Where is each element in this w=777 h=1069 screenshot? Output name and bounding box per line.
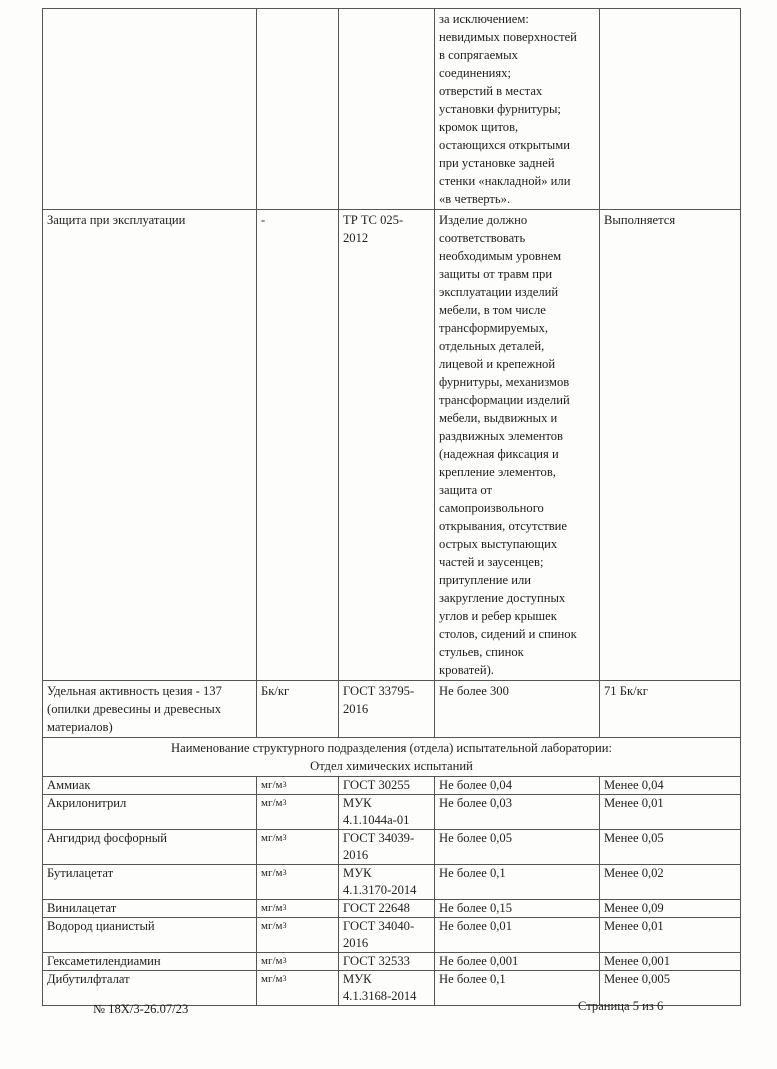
- text-line: лицевой и крепежной: [439, 357, 556, 371]
- text-line: открывания, отсутствие: [439, 519, 567, 533]
- page-number: Страница 5 из 6: [578, 999, 664, 1013]
- text-line: стульев, спинок: [439, 645, 524, 659]
- requirement-cell: [435, 210, 600, 681]
- text-line: соединениях;: [439, 66, 512, 80]
- indicator-cell: [43, 681, 257, 738]
- indicator-cell: Ангидрид фосфорный: [43, 830, 257, 865]
- text-line: ГОСТ 32533: [343, 954, 410, 968]
- text-line: самопроизвольного: [439, 501, 544, 515]
- unit-exponent: 3: [282, 833, 287, 842]
- unit-exponent: 3: [282, 921, 287, 930]
- method-cell: [339, 953, 435, 971]
- requirement-cell: Не более 0,01: [435, 918, 600, 953]
- requirement-cell: Не более 0,15: [435, 900, 600, 918]
- section-title: Наименование структурного подразделения (отдела) испытательной лаборатории:: [171, 741, 612, 755]
- unit-exponent: 3: [282, 974, 287, 983]
- text-line: необходимым уровнем: [439, 249, 562, 263]
- result-cell: Менее 0,04: [600, 777, 741, 795]
- requirement-cell: Не более 0,04: [435, 777, 600, 795]
- unit-cell: [257, 795, 339, 830]
- requirement-cell: Не более 0,03: [435, 795, 600, 830]
- method-cell: [339, 210, 435, 681]
- indicator-cell: Аммиак: [43, 777, 257, 795]
- method-cell: [339, 971, 435, 1006]
- text-line: трансформации изделий: [439, 393, 570, 407]
- method-cell: [339, 900, 435, 918]
- text-line: за исключением:: [439, 12, 529, 26]
- text-line: кромок щитов,: [439, 120, 519, 134]
- table-row-chemical: [43, 795, 741, 830]
- unit-exponent: 3: [282, 868, 287, 877]
- unit-cell: [257, 918, 339, 953]
- result-cell: Менее 0,01: [600, 795, 741, 830]
- indicator-cell: [43, 9, 257, 210]
- text-line: в сопрягаемых: [439, 48, 518, 62]
- method-cell: [339, 865, 435, 900]
- result-cell: Менее 0,09: [600, 900, 741, 918]
- text-line: 2012: [343, 231, 369, 245]
- result-cell: 71 Бк/кг: [600, 681, 741, 738]
- method-cell: [339, 777, 435, 795]
- text-line: ГОСТ 22648: [343, 901, 410, 915]
- unit-exponent: 3: [282, 956, 287, 965]
- test-results-table: [42, 8, 741, 1006]
- unit-text: мг/м: [261, 832, 283, 844]
- table-row-chemical: [43, 865, 741, 900]
- unit-text: мг/м: [261, 867, 283, 879]
- indicator-cell: Бутилацетат: [43, 865, 257, 900]
- text-line: частей и заусенцев;: [439, 555, 544, 569]
- unit-cell: [257, 830, 339, 865]
- unit-text: мг/м: [261, 779, 283, 791]
- text-line: «в четверть».: [439, 192, 511, 206]
- text-line: ГОСТ 34040-: [343, 919, 415, 933]
- text-line: стенки «накладной» или: [439, 174, 571, 188]
- section-header-cell: [43, 738, 741, 777]
- result-cell: [600, 9, 741, 210]
- unit-cell: [257, 953, 339, 971]
- method-cell: [339, 918, 435, 953]
- text-line: отдельных деталей,: [439, 339, 545, 353]
- table-row-chemical: [43, 900, 741, 918]
- method-cell: [339, 9, 435, 210]
- text-line: притупление или: [439, 573, 532, 587]
- result-cell: Менее 0,02: [600, 865, 741, 900]
- table-row-chemical: [43, 830, 741, 865]
- text-line: отверстий в местах: [439, 84, 543, 98]
- result-cell: Менее 0,001: [600, 953, 741, 971]
- table-row-chemical: [43, 953, 741, 971]
- text-line: (опилки древесины и древесных: [47, 702, 222, 716]
- text-line: остающихся открытыми: [439, 138, 570, 152]
- text-line: защита от: [439, 483, 493, 497]
- result-cell: Менее 0,005: [600, 971, 741, 1006]
- section-department: Отдел химических испытаний: [310, 759, 473, 773]
- text-line: материалов): [47, 720, 113, 734]
- text-line: Изделие должно: [439, 213, 528, 227]
- text-line: установки фурнитуры;: [439, 102, 561, 116]
- table-row-protection: [43, 210, 741, 681]
- result-cell: Менее 0,01: [600, 918, 741, 953]
- requirement-cell: Не более 0,1: [435, 865, 600, 900]
- unit-text: мг/м: [261, 920, 283, 932]
- text-line: мебели, выдвижных и: [439, 411, 558, 425]
- text-line: МУК: [343, 796, 372, 810]
- document-number: № 18Х/3-26.07/23: [93, 1002, 189, 1016]
- unit-cell: [257, 9, 339, 210]
- text-line: 2016: [343, 936, 369, 950]
- text-line: острых выступающих: [439, 537, 558, 551]
- unit-cell: Бк/кг: [257, 681, 339, 738]
- requirement-cell: Не более 0,1: [435, 971, 600, 1006]
- unit-cell: [257, 900, 339, 918]
- text-line: 2016: [343, 848, 369, 862]
- unit-text: мг/м: [261, 973, 283, 985]
- text-line: трансформируемых,: [439, 321, 549, 335]
- requirement-cell: [435, 9, 600, 210]
- text-line: соответствовать: [439, 231, 526, 245]
- table-row-continued: [43, 9, 741, 210]
- text-line: крепление элементов,: [439, 465, 556, 479]
- text-line: ТР ТС 025-: [343, 213, 404, 227]
- table-row-chemical: [43, 918, 741, 953]
- indicator-cell: Защита при эксплуатации: [43, 210, 257, 681]
- requirement-cell: Не более 0,001: [435, 953, 600, 971]
- indicator-cell: Акрилонитрил: [43, 795, 257, 830]
- text-line: мебели, в том числе: [439, 303, 546, 317]
- text-line: 4.1.1044а-01: [343, 813, 410, 827]
- text-line: (надежная фиксация и: [439, 447, 559, 461]
- text-line: Удельная активность цезия - 137: [47, 684, 222, 698]
- text-line: 2016: [343, 702, 369, 716]
- text-line: 4.1.3168-2014: [343, 989, 417, 1003]
- unit-text: мг/м: [261, 955, 283, 967]
- text-line: столов, сидений и спинок: [439, 627, 577, 641]
- text-line: ГОСТ 33795-: [343, 684, 415, 698]
- indicator-cell: Дибутилфталат: [43, 971, 257, 1006]
- text-line: МУК: [343, 972, 372, 986]
- text-line: при установке задней: [439, 156, 555, 170]
- text-line: раздвижных элементов: [439, 429, 564, 443]
- requirement-cell: Не более 300: [435, 681, 600, 738]
- text-line: углов и ребер крышек: [439, 609, 557, 623]
- text-line: невидимых поверхностей: [439, 30, 577, 44]
- text-line: защиты от травм при: [439, 267, 553, 281]
- indicator-cell: Винилацетат: [43, 900, 257, 918]
- method-cell: [339, 830, 435, 865]
- text-line: кроватей).: [439, 663, 494, 677]
- unit-cell: -: [257, 210, 339, 681]
- table-row-chemical: [43, 777, 741, 795]
- section-header-row: [43, 738, 741, 777]
- unit-text: мг/м: [261, 902, 283, 914]
- unit-cell: [257, 777, 339, 795]
- unit-cell: [257, 971, 339, 1006]
- requirement-cell: Не более 0,05: [435, 830, 600, 865]
- unit-exponent: 3: [282, 903, 287, 912]
- text-line: ГОСТ 34039-: [343, 831, 415, 845]
- result-cell: Выполняется: [600, 210, 741, 681]
- text-line: эксплуатации изделий: [439, 285, 559, 299]
- table-row-cesium: [43, 681, 741, 738]
- method-cell: [339, 681, 435, 738]
- text-line: фурнитуры, механизмов: [439, 375, 570, 389]
- unit-cell: [257, 865, 339, 900]
- text-line: ГОСТ 30255: [343, 778, 410, 792]
- text-line: закругление доступных: [439, 591, 566, 605]
- unit-text: мг/м: [261, 797, 283, 809]
- text-line: МУК: [343, 866, 372, 880]
- result-cell: Менее 0,05: [600, 830, 741, 865]
- unit-exponent: 3: [282, 780, 287, 789]
- indicator-cell: Водород цианистый: [43, 918, 257, 953]
- indicator-cell: Гексаметилендиамин: [43, 953, 257, 971]
- text-line: 4.1.3170-2014: [343, 883, 417, 897]
- unit-exponent: 3: [282, 798, 287, 807]
- method-cell: [339, 795, 435, 830]
